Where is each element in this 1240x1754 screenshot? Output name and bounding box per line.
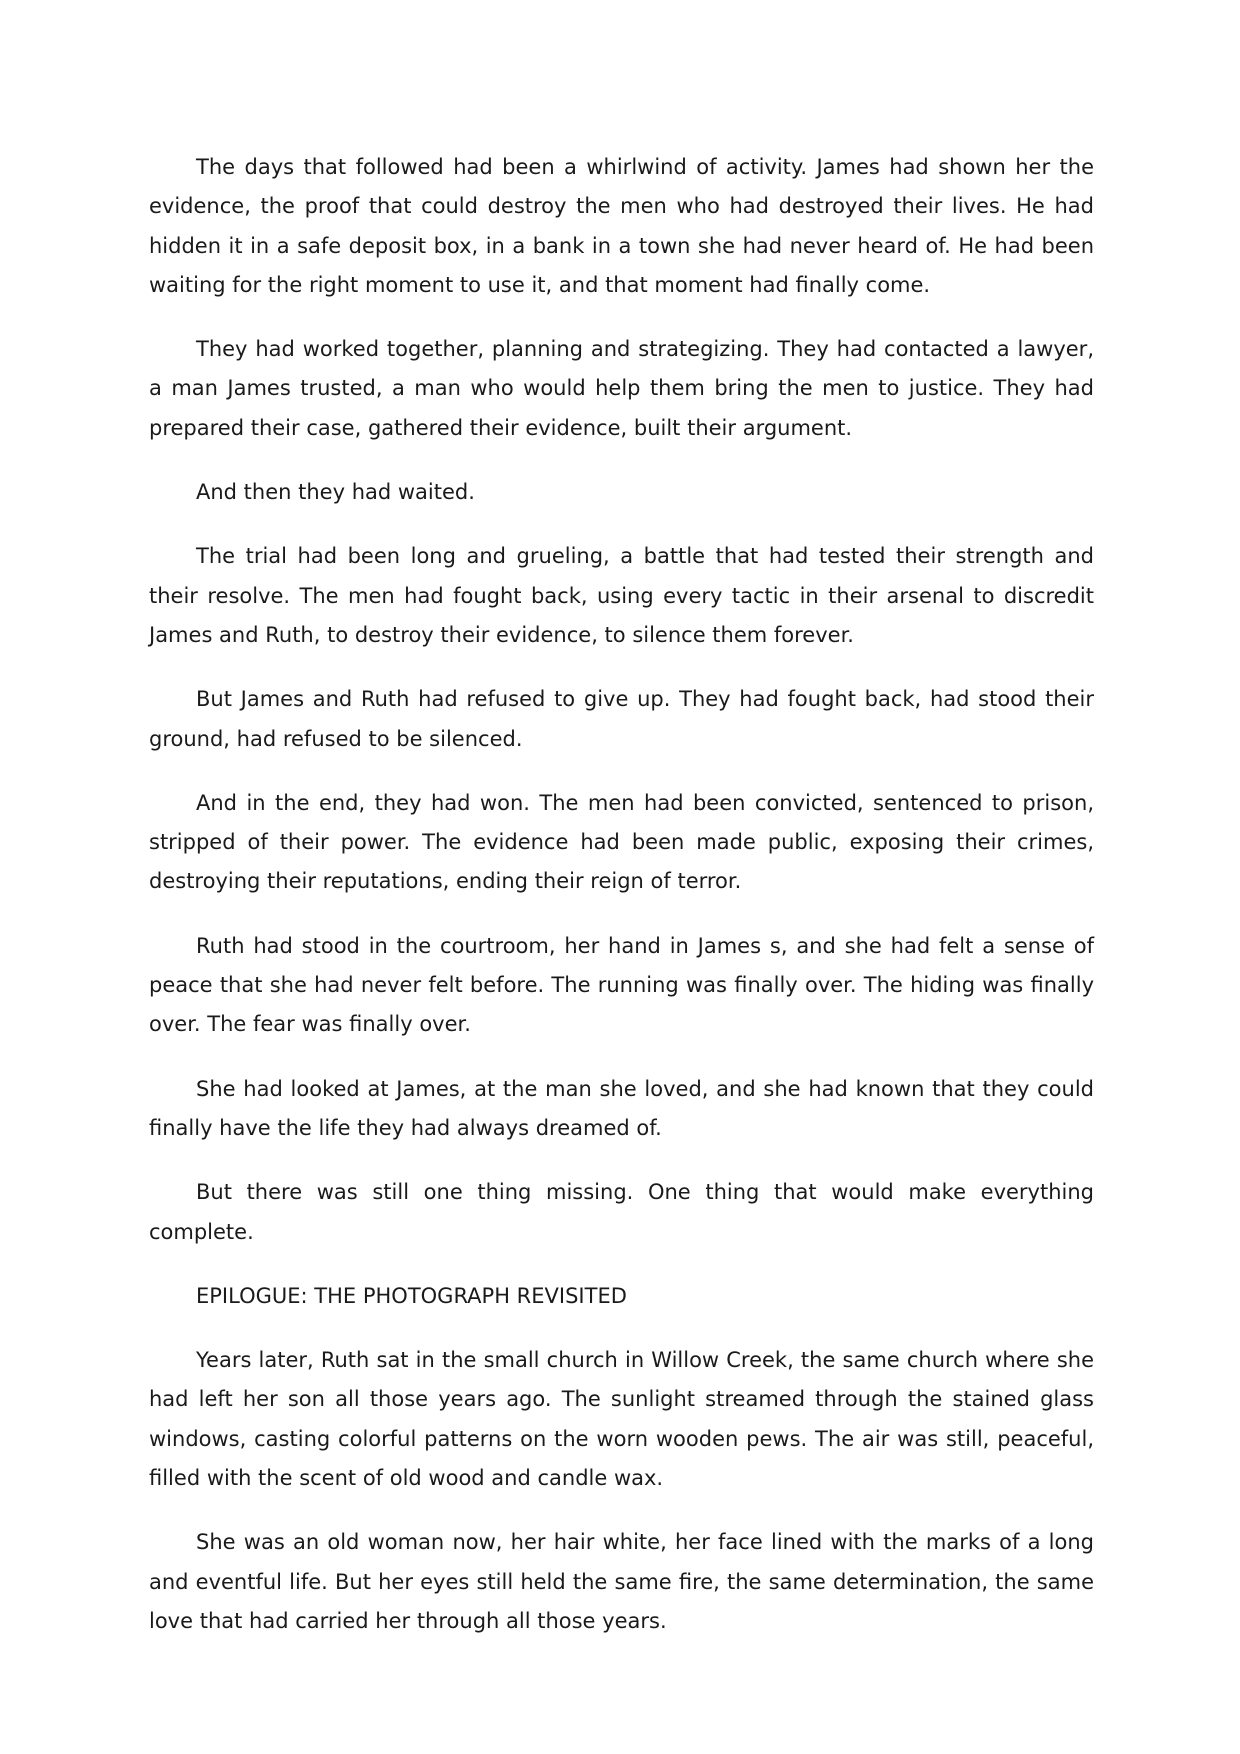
body-text bbox=[149, 148, 1094, 1666]
paragraph: Ruth had stood in the courtroom, her hand in James s, and she had felt a sense of peace that she had never felt before. The running was finally over. The hiding was finally over. The fear was finally over. bbox=[149, 933, 1094, 1037]
paragraph: And in the end, they had won. The men had been convicted, sentenced to prison, stripped of their power. The evidence had been made public, exposing their crimes, destroying their reputations, ending their reign of terror. bbox=[149, 790, 1094, 894]
paragraph: The trial had been long and grueling, a battle that had tested their strength and their resolve. The men had fought back, using every tactic in their arsenal to discredit James and Ruth, to destroy their evidence, to silence them forever. bbox=[149, 544, 1094, 647]
paragraph: She was an old woman now, her hair white, her face lined with the marks of a long and eventful life. But her eyes still held the same fire, the same determination, the same love that had carried her through all those years. bbox=[149, 1530, 1094, 1633]
paragraph: The days that followed had been a whirlwind of activity. James had shown her the evidence, the proof that could destroy the men who had destroyed their lives. He had hidden it in a safe deposit box, in a bank in a town she had never heard of. He had been waiting for the right moment to use it, and that moment had finally come. bbox=[149, 155, 1094, 297]
epilogue-heading: EPILOGUE: THE PHOTOGRAPH REVISITED bbox=[196, 1283, 627, 1308]
paragraph: But there was still one thing missing. One thing that would make everything complete. bbox=[149, 1180, 1094, 1244]
paragraph: Years later, Ruth sat in the small church in Willow Creek, the same church where she had left her son all those years ago. The sunlight streamed through the stained glass windows, casting colorful patterns on the worn wooden pews. The air was still, peaceful, filled with the scent of old wood and candle wax. bbox=[149, 1348, 1094, 1491]
paragraph: But James and Ruth had refused to give up. They had fought back, had stood their ground, had refused to be silenced. bbox=[149, 687, 1094, 751]
paragraph: She had looked at James, at the man she loved, and she had known that they could finally have the life they had always dreamed of. bbox=[149, 1076, 1094, 1140]
paragraph: And then they had waited. bbox=[196, 480, 475, 505]
paragraph: They had worked together, planning and strategizing. They had contacted a lawyer, a man James trusted, a man who would help them bring the men to justice. They had prepared their case, gathered their evidence, built their argument. bbox=[149, 337, 1094, 440]
